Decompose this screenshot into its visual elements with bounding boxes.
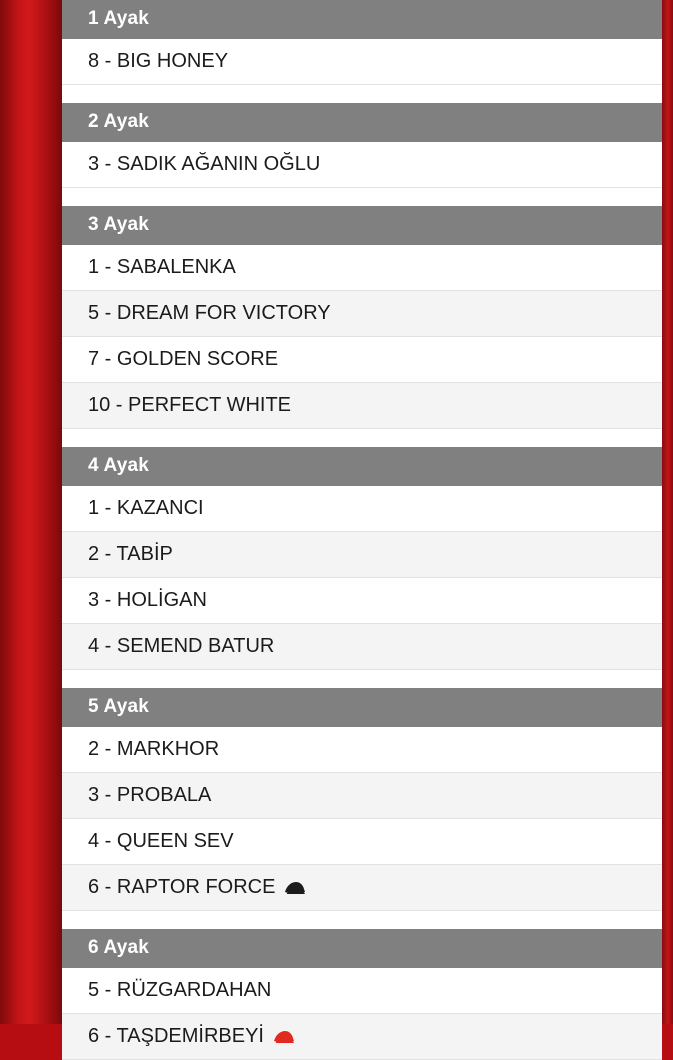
runner-row[interactable] <box>62 727 662 773</box>
runner-number: 5 <box>88 979 100 1001</box>
runner-row[interactable] <box>62 773 662 819</box>
runner-separator: - <box>99 256 117 278</box>
leg-header <box>62 206 662 245</box>
runner-name: KAZANCI <box>116 497 204 519</box>
runner-number: 6 <box>88 876 100 898</box>
runner-name: SABALENKA <box>116 256 236 278</box>
runner-number: 6 <box>88 1025 100 1047</box>
runner-row[interactable] <box>62 819 662 865</box>
leg-header-label: 3 Ayak <box>88 214 150 235</box>
runner-name: RÜZGARDAHAN <box>116 979 272 1001</box>
runner-separator: - <box>99 50 117 72</box>
runner-row[interactable] <box>62 39 662 85</box>
runner-separator: - <box>99 302 117 324</box>
leg-header <box>62 447 662 486</box>
runner-number: 5 <box>88 302 100 324</box>
runner-name: RAPTOR FORCE <box>116 876 276 898</box>
runner-name: DREAM FOR VICTORY <box>116 302 331 324</box>
leg-header <box>62 688 662 727</box>
runner-number: 2 <box>88 543 100 565</box>
runner-separator: - <box>99 348 117 370</box>
runner-separator: - <box>99 784 117 806</box>
runner-number: 2 <box>88 738 100 760</box>
runner-name: SADIK AĞANIN OĞLU <box>116 153 321 175</box>
runner-name: QUEEN SEV <box>116 830 234 852</box>
runner-row[interactable] <box>62 532 662 578</box>
leg-header <box>62 0 662 39</box>
runner-row[interactable] <box>62 578 662 624</box>
runner-name: SEMEND BATUR <box>116 635 275 657</box>
runner-number: 4 <box>88 830 100 852</box>
runner-name: TABİP <box>116 543 173 565</box>
runner-number: 3 <box>88 153 100 175</box>
runner-number: 3 <box>88 589 100 611</box>
runner-separator: - <box>99 153 117 175</box>
runner-number: 3 <box>88 784 100 806</box>
runner-name: MARKHOR <box>116 738 220 760</box>
runner-separator: - <box>99 979 117 1001</box>
leg-header-label: 5 Ayak <box>88 696 150 717</box>
runner-separator: - <box>99 830 117 852</box>
runner-separator: - <box>99 589 117 611</box>
jockey-cap-icon <box>273 1030 295 1044</box>
runner-number: 1 <box>88 497 100 519</box>
runner-name: BIG HONEY <box>116 50 229 72</box>
runner-name: HOLİGAN <box>116 589 207 611</box>
leg-header <box>62 103 662 142</box>
runner-number: 10 <box>88 394 111 416</box>
runner-separator: - <box>99 543 117 565</box>
runner-row[interactable] <box>62 383 662 429</box>
runner-separator: - <box>99 876 117 898</box>
runner-row[interactable] <box>62 245 662 291</box>
leg-spacer <box>62 429 662 447</box>
runner-separator: - <box>99 635 117 657</box>
leg-header-label: 1 Ayak <box>88 8 150 29</box>
runner-number: 7 <box>88 348 100 370</box>
leg-header-label: 2 Ayak <box>88 111 150 132</box>
runner-name: PROBALA <box>116 784 212 806</box>
runner-separator: - <box>99 738 117 760</box>
leg-header-label: 4 Ayak <box>88 455 150 476</box>
runner-number: 4 <box>88 635 100 657</box>
runner-separator: - <box>99 1025 117 1047</box>
race-legs-list[interactable] <box>62 0 662 1047</box>
leg-spacer <box>62 911 662 929</box>
leg-spacer <box>62 670 662 688</box>
runner-name: GOLDEN SCORE <box>116 348 279 370</box>
leg-spacer <box>62 85 662 103</box>
runner-row[interactable] <box>62 968 662 1014</box>
runner-row[interactable] <box>62 624 662 670</box>
runner-separator: - <box>99 497 117 519</box>
runner-row[interactable] <box>62 142 662 188</box>
runner-row[interactable] <box>62 486 662 532</box>
runner-row[interactable] <box>62 291 662 337</box>
leg-header <box>62 929 662 968</box>
leg-header-label: 6 Ayak <box>88 937 150 958</box>
runner-separator: - <box>110 394 129 416</box>
jockey-cap-icon <box>284 881 306 895</box>
runner-name: PERFECT WHITE <box>128 394 291 416</box>
runner-row[interactable] <box>62 337 662 383</box>
runner-row[interactable] <box>62 865 662 911</box>
runner-row[interactable] <box>62 1014 662 1060</box>
runner-name: TAŞDEMİRBEYİ <box>116 1025 264 1047</box>
runner-number: 1 <box>88 256 100 278</box>
leg-spacer <box>62 188 662 206</box>
runner-number: 8 <box>88 50 100 72</box>
